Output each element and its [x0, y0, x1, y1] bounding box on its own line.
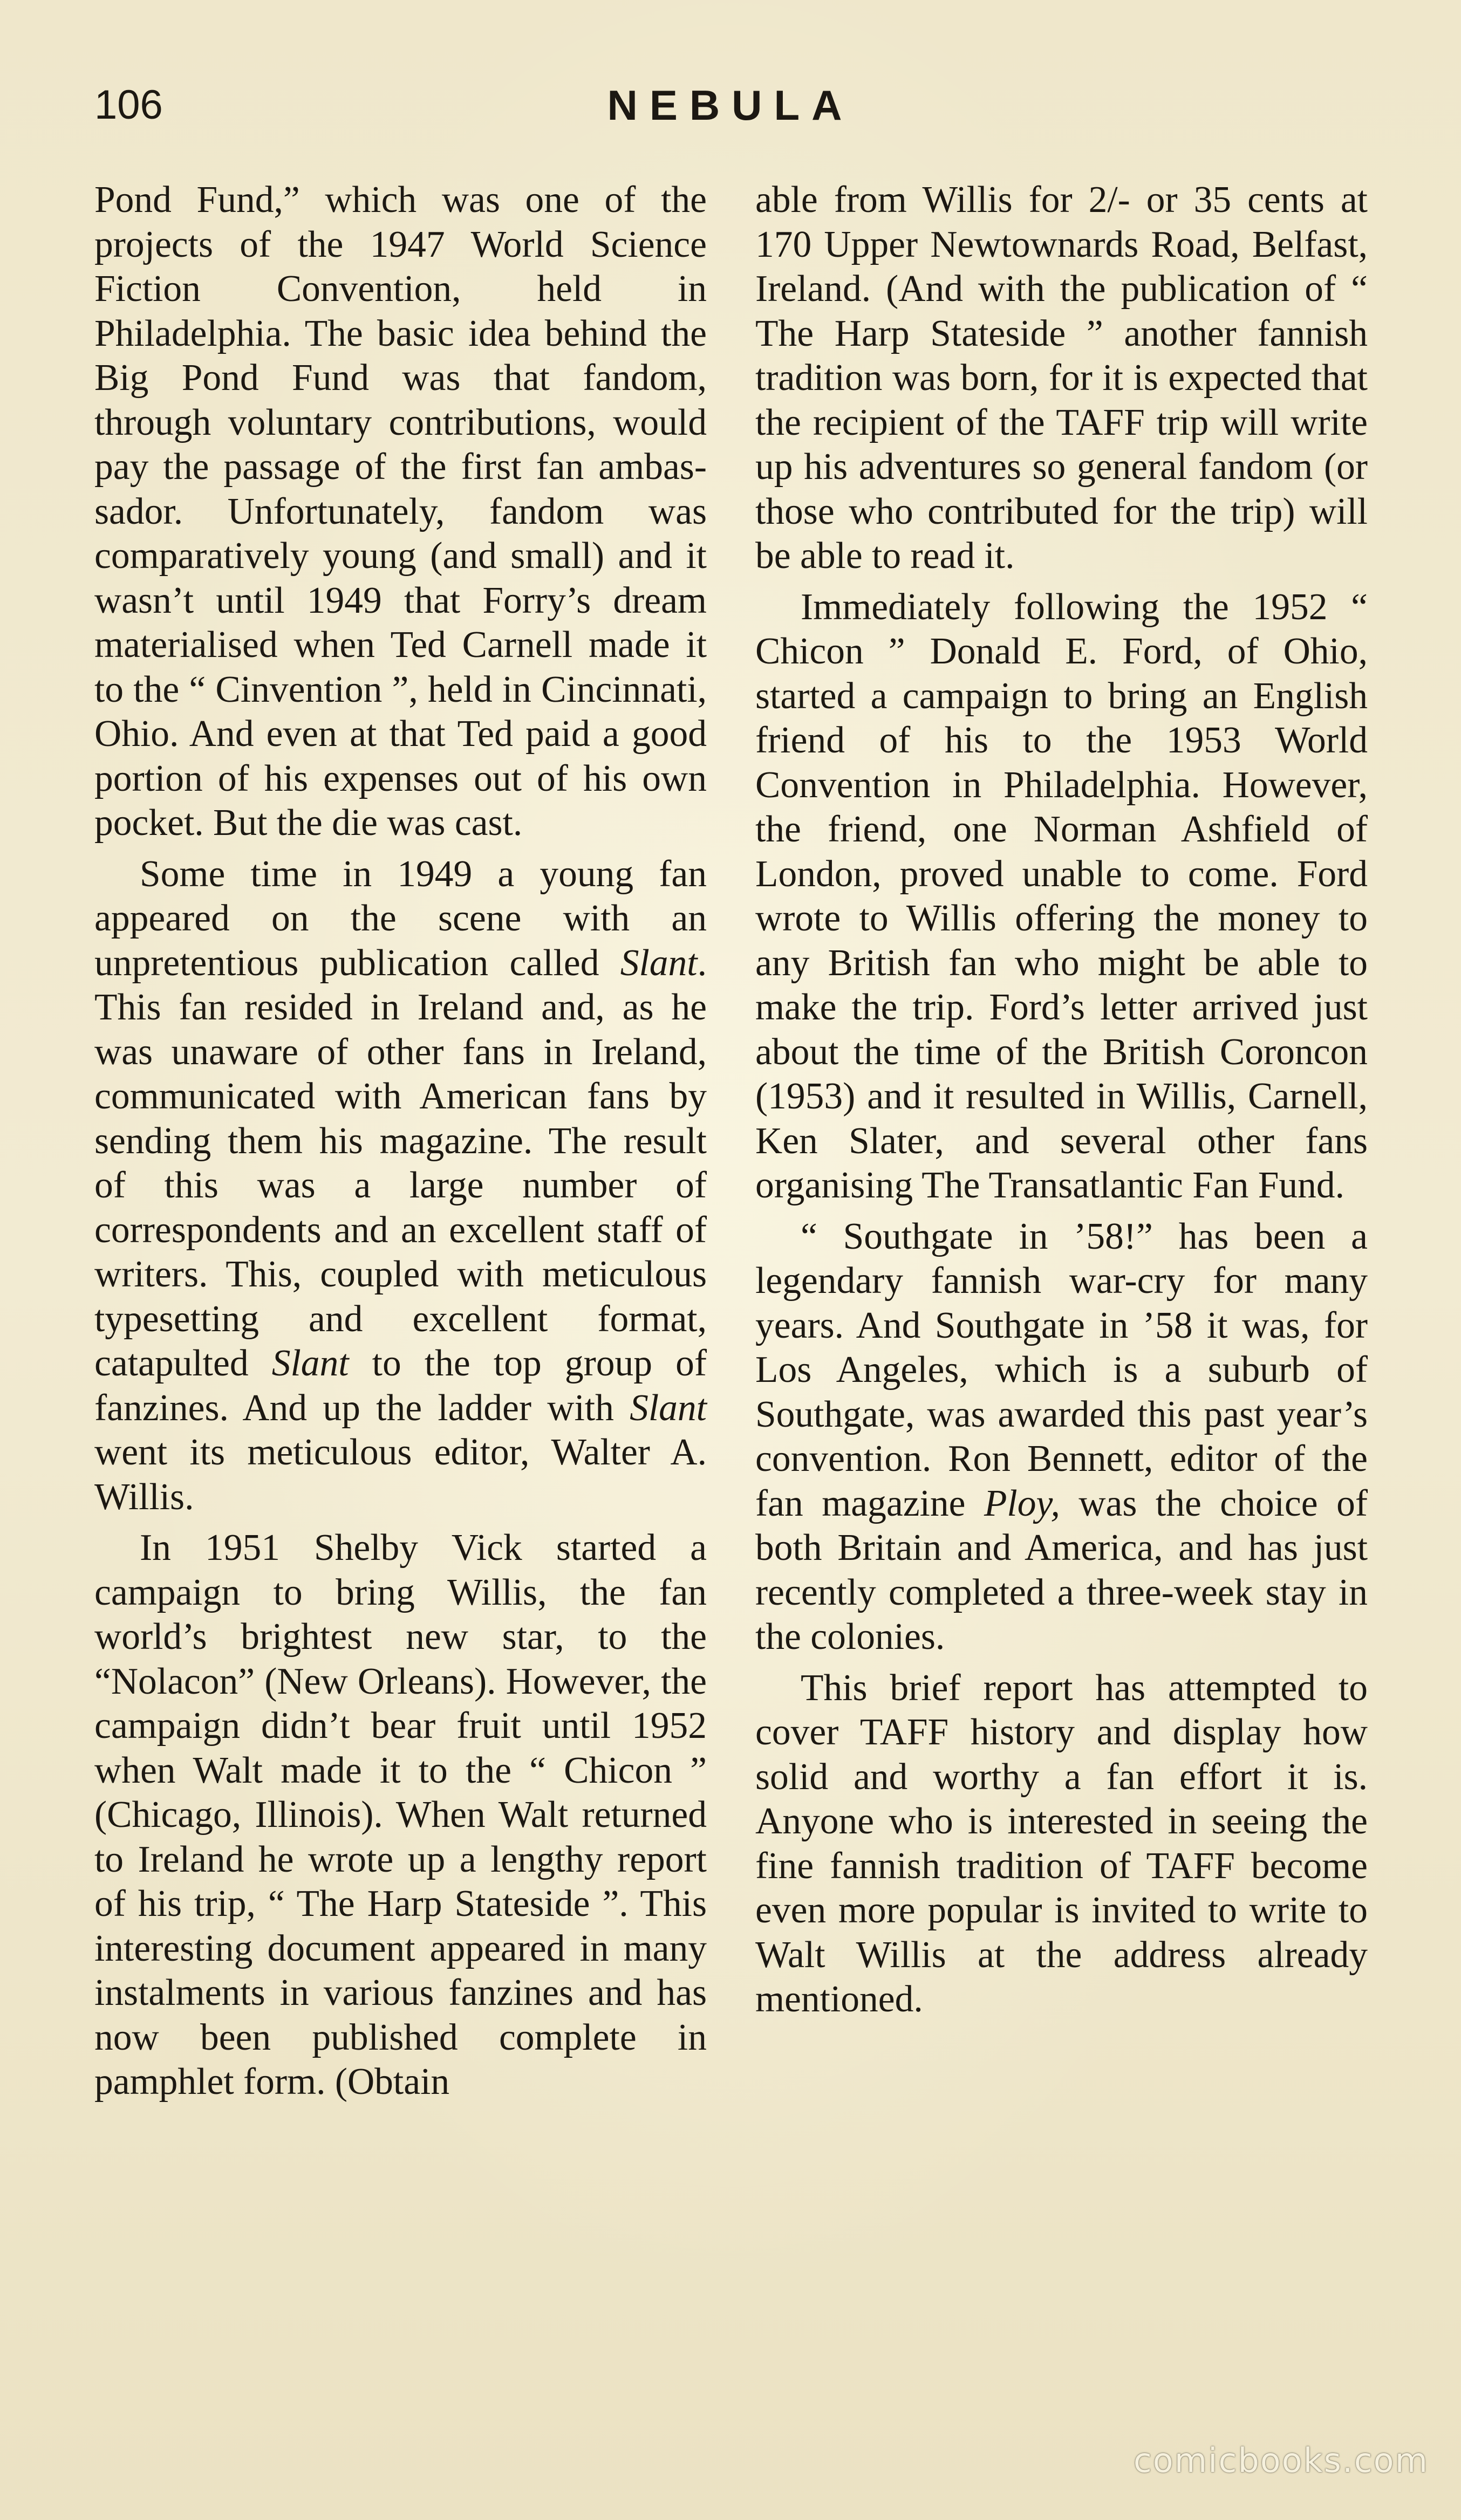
- ploy-title: Ploy,: [984, 1482, 1060, 1524]
- slant-title-1: Slant: [620, 942, 698, 984]
- right-column: [755, 178, 1368, 2022]
- magazine-title: NEBULA: [607, 81, 854, 129]
- left-paragraph-2-text-c: to the top group of fanzines. And up the ladder with: [94, 1343, 707, 1429]
- right-paragraph-2: Immediately following the 1952 “ Chicon ” Donald E. Ford, of Ohio, started a campaign to bring an English friend of his to the 1953 World Convention in Philadelphia. However, the friend, one Norman Ashfield of London, proved unable to come. Ford wrote to Willis offering the money to any British fan who might be able to make the trip. Ford’s letter arrived just about the time of the British Coroncon (1953) and it resulted in Willis, Carnell, Ken Slater, and several other fans organising The Transatlantic Fan Fund.: [755, 586, 1368, 1206]
- slant-title-2: Slant: [271, 1343, 349, 1384]
- right-paragraph-1: able from Willis for 2/- or 35 cents at 170 Upper Newtownards Road, Belfast, Ireland. (And with the publication of “ The Harp Stateside ” another fannish tradition was born, for it is expected that the recipient of the TAFF trip will write up his adventures so general fandom (or those who contributed for the trip) will be able to read it.: [755, 179, 1368, 577]
- right-paragraph-3-text-b: was the choice of both Britain and America, and has just recently completed a three-week stay in the colonies.: [755, 1482, 1368, 1658]
- left-paragraph-2-text-a: Some time in 1949 a young fan appeared on the scene with an unpretentious publication called: [94, 853, 707, 984]
- page-header: [0, 76, 1461, 135]
- right-paragraph-3-text-a: “ Southgate in ’58!” has been a legendary fannish war-cry for many years. And Southgate in ’58 it was, for Los Angeles, which is a suburb of Southgate, was awarded this past year’s convention. Ron Bennett, editor of the fan magazine: [755, 1215, 1368, 1524]
- site-watermark: comicbooks.com: [1133, 2441, 1429, 2480]
- left-paragraph-2-text-b: . This fan resided in Ireland and, as he was unaware of other fans in Ireland, communicated with American fans by sending them his magazine. The result of this was a large number of correspondents and an excellent staff of writers. This, coupled with meticulous typesetting and excellent format, catapulted: [94, 942, 707, 1384]
- left-column: [94, 178, 707, 2105]
- page-number: 106: [94, 82, 163, 128]
- left-paragraph-2-text-d: went its meticulous editor, Walter A. Willis.: [94, 1432, 707, 1518]
- right-paragraph-3: [755, 1215, 1368, 1660]
- left-paragraph-1: Pond Fund,” which was one of the projects of the 1947 World Science Fiction Convention, held in Philadelphia. The basic idea behind the Big Pond Fund was that fandom, through voluntary contributions, would pay the passage of the first fan ambassador. Unfortunately, fandom was comparatively young (and small) and it wasn’t until 1949 that Forry’s dream materialised when Ted Carnell made it to the “ Cinvention ”, held in Cincinnati, Ohio. And even at that Ted paid a good portion of his expenses out of his own pocket. But the die was cast.: [94, 179, 707, 844]
- left-paragraph-2: [94, 852, 707, 1520]
- right-paragraph-4: This brief report has attempted to cover TAFF history and display how solid and worthy a fan effort it is. Anyone who is interested in seeing the fine fannish tradition of TAFF become even more popular is invited to write to Walt Willis at the address already mentioned.: [755, 1667, 1368, 2020]
- left-paragraph-3: In 1951 Shelby Vick started a campaign to bring Willis, the fan world’s brightest new star, to the “Nolacon” (New Orleans). However, the campaign didn’t bear fruit until 1952 when Walt made it to the “ Chicon ” (Chicago, Illinois). When Walt returned to Ireland he wrote up a lengthy report of his trip, “ The Harp Stateside ”. This interesting document appeared in many instalments in various fanzines and has now been published complete in pamphlet form. (Obtain: [94, 1527, 707, 2103]
- slant-title-3: Slant: [630, 1387, 707, 1429]
